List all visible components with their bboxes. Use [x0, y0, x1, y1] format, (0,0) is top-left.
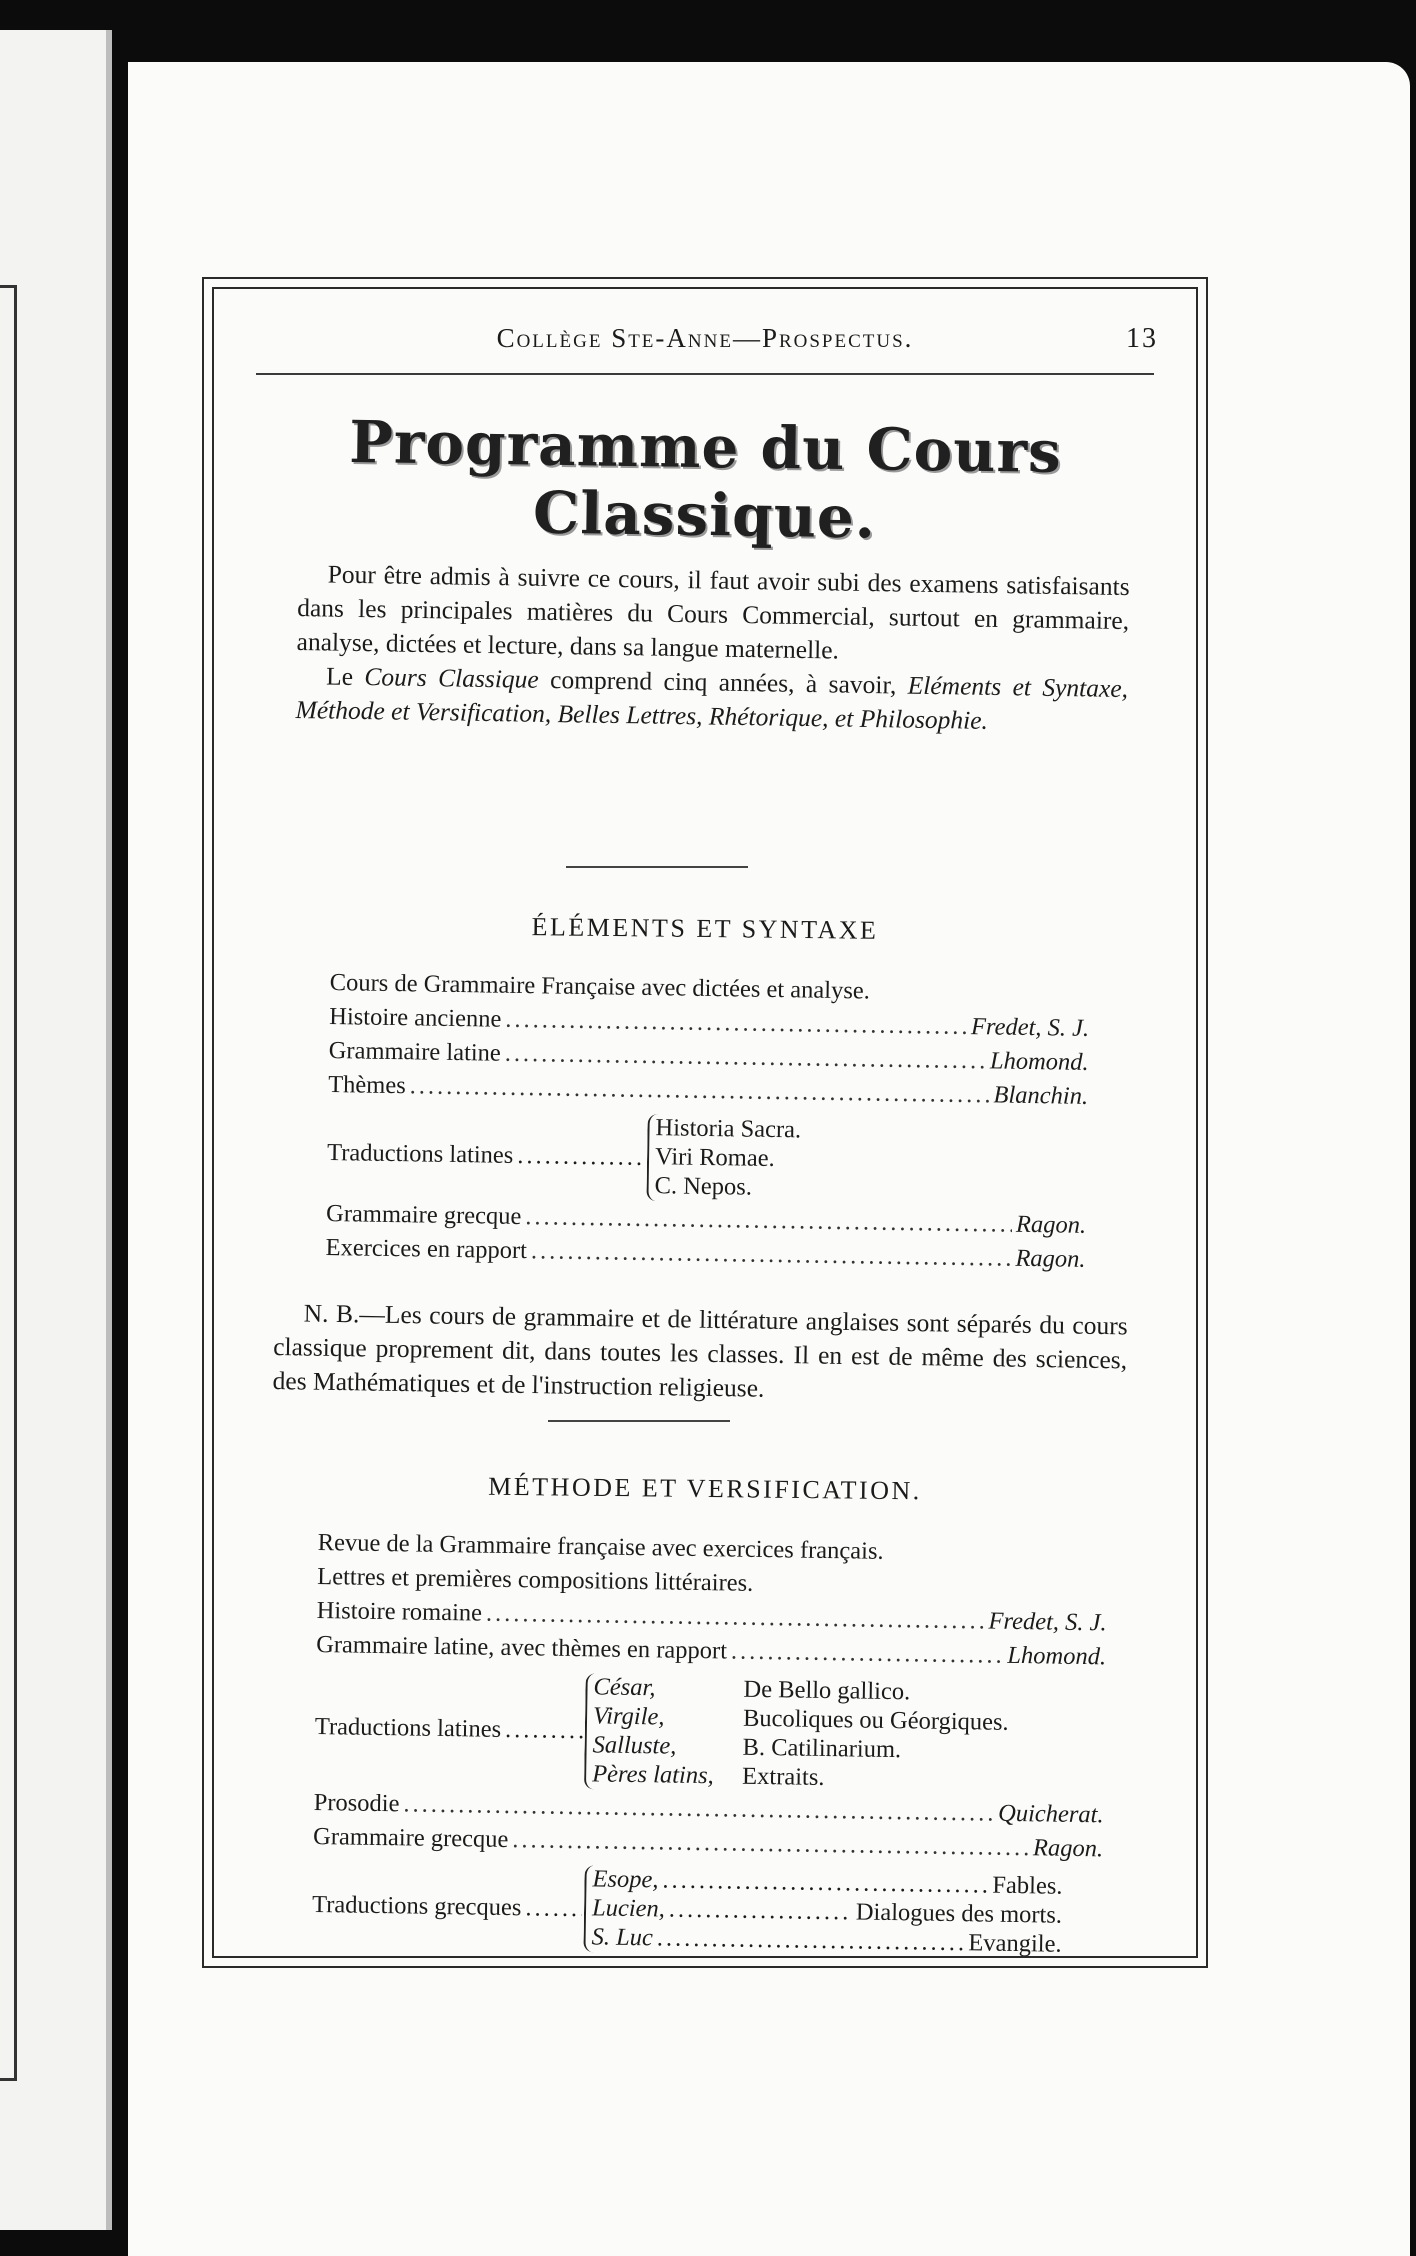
translation-work: De Bello gallico.: [743, 1675, 911, 1706]
dot-leader: [505, 1716, 583, 1745]
intro-paragraph: [295, 557, 1130, 740]
intro-course-name: Cours Classique: [364, 662, 539, 694]
translation-author: César,: [593, 1673, 656, 1702]
dot-leader: [657, 1924, 965, 1958]
translation-item: [591, 1923, 1061, 1959]
course-label: Grammaire latine, avec thèmes en rapport: [315, 1630, 728, 1665]
course-author: Blanchin.: [993, 1081, 1089, 1110]
brace-list: [646, 1114, 801, 1203]
course-label: Grammaire grecque: [312, 1822, 509, 1854]
course-label: Grammaire latine: [328, 1036, 502, 1067]
page-content: [238, 289, 1172, 1956]
translation-item: C. Nepos.: [654, 1172, 753, 1201]
intro-paragraph-2: [295, 659, 1128, 740]
course-label: Exercices en rapport: [325, 1233, 528, 1265]
section-heading-elements: ÉLÉMENTS ET SYNTAXE: [531, 912, 879, 945]
translation-work: B. Catilinarium.: [742, 1733, 902, 1764]
translations-group: [326, 1109, 1087, 1208]
translation-author: Virgile,: [592, 1702, 665, 1731]
course-author: Ragon.: [1015, 1244, 1086, 1273]
dot-leader: [403, 1790, 994, 1827]
translation-work: Extraits.: [741, 1762, 825, 1791]
section-divider: [548, 1420, 730, 1422]
dot-leader: [525, 1203, 1012, 1239]
running-head: [238, 323, 1172, 363]
course-line-text: Cours de Grammaire Française avec dictées et analyse.: [329, 969, 871, 1005]
nb-text: N. B.—Les cours de grammaire et de littérature anglaises sont séparés du cours classique proprement dit, dans toutes les classes. Il en est de même des sciences, des Mathématiques et de l'instruction religieuse.: [272, 1298, 1128, 1403]
course-author: Ragon.: [1032, 1834, 1104, 1863]
section-heading-methode: MÉTHODE ET VERSIFICATION.: [488, 1471, 922, 1506]
translation-work: Evangile.: [968, 1929, 1062, 1958]
group-label: Traductions grecques: [311, 1890, 522, 1921]
running-head-title: Collège Ste-Anne—Prospectus.: [496, 323, 914, 353]
translation-item: [592, 1760, 1008, 1796]
header-rule: [256, 373, 1154, 375]
latin-translations-group: [314, 1669, 1106, 1797]
group-label: Traductions latines: [326, 1138, 514, 1169]
course-label: Histoire ancienne: [329, 1002, 502, 1033]
course-author: Lhomond.: [1007, 1641, 1107, 1671]
course-line-text: Lettres et premières compositions littéraires.: [317, 1562, 754, 1597]
course-label: Prosodie: [313, 1788, 400, 1818]
translations-label: [327, 1138, 645, 1171]
dot-leader: [525, 1894, 582, 1923]
translation-work: Dialogues des morts.: [855, 1898, 1063, 1929]
intro-p2-start: Le: [325, 661, 365, 692]
intro-years-list: Eléments et Syntaxe, Méthode et Versification, Belles Lettres, Rhétorique, et Philosophie.: [295, 670, 1129, 735]
dot-leader: [505, 1006, 967, 1041]
brace-list: [584, 1673, 1009, 1796]
brace-list: [583, 1865, 1062, 1959]
intro-paragraph-1: Pour être admis à suivre ce cours, il faut avoir subi des examens satisfaisants dans les principales matières du Cours Commercial, surtout en grammaire, analyse, dictées et lecture, dans sa langue maternelle.: [296, 559, 1130, 665]
page-number: 13: [1126, 323, 1158, 354]
translation-item: Viri Romae.: [654, 1143, 775, 1173]
course-label: Histoire romaine: [316, 1596, 483, 1627]
page-title: Programme du Cours Classique.: [348, 408, 1063, 552]
translation-work: Bucoliques ou Géorgiques.: [742, 1704, 1009, 1736]
course-line-text: Revue de la Grammaire française avec exercices français.: [317, 1529, 884, 1565]
translation-work: Fables.: [992, 1871, 1063, 1900]
page-border-inner: [212, 287, 1198, 1958]
course-label: Thèmes: [327, 1070, 406, 1100]
course-author: Quicherat.: [997, 1799, 1104, 1829]
greek-translations-group: [311, 1861, 1102, 1960]
left-page-frame-fragment: [0, 285, 17, 2081]
section-divider: [566, 866, 748, 868]
dot-leader: [669, 1896, 852, 1928]
intro-p2-mid: comprend cinq années, à savoir,: [538, 664, 908, 700]
book-page: [128, 62, 1410, 2256]
translation-author: Lucien,: [591, 1894, 666, 1923]
dot-leader: [731, 1638, 1004, 1670]
translations-label: [312, 1890, 582, 1922]
nb-paragraph: [272, 1296, 1127, 1411]
group-label: Traductions latines: [314, 1712, 502, 1743]
translation-author: Salluste,: [592, 1731, 677, 1760]
translations-label: [315, 1713, 583, 1745]
page-border: [202, 277, 1208, 1968]
translation-author: Esope,: [592, 1865, 659, 1894]
course-author: Fredet, S. J.: [988, 1607, 1107, 1637]
course-author: Ragon.: [1015, 1210, 1087, 1239]
course-label: Grammaire grecque: [325, 1199, 522, 1231]
dot-leader: [517, 1141, 645, 1171]
course-author: Fredet, S. J.: [970, 1013, 1090, 1042]
translation-author: S. Luc: [591, 1923, 654, 1952]
translation-item: Historia Sacra.: [655, 1114, 802, 1144]
page-gutter: [106, 30, 112, 2230]
left-page-edge: [0, 30, 112, 2230]
course-author: Lhomond.: [989, 1047, 1089, 1076]
course-list-elements: [325, 969, 1090, 1280]
course-list-methode: [311, 1529, 1108, 1964]
translation-author: Pères latins,: [591, 1760, 714, 1790]
